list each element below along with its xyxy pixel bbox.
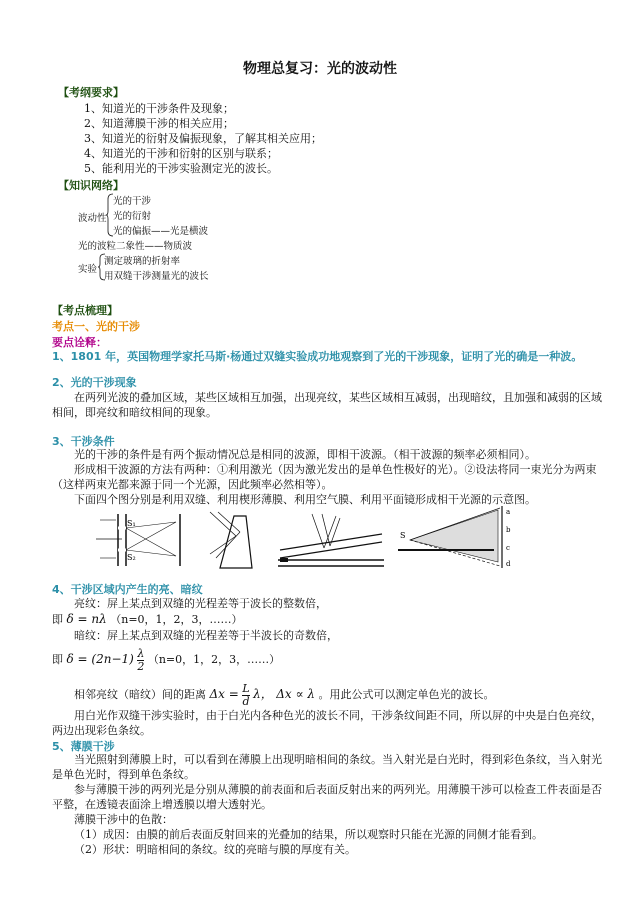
section2-title: 2、光的干涉现象 [52,376,137,389]
fringe-spacing-line [74,680,495,709]
white-light-text: 用白光作双缝干涉实验时，由于白光内各种色光的波长不同，干涉条纹间距不同，所以屏的中央是白色亮纹，两边出现彩色条纹。 [52,709,602,737]
dark-formula-line [52,645,280,674]
page-title: 物理总复习：光的波动性 [243,61,397,77]
section3-para2: 形成相干波源的方法有两种：①利用激光（因为激光发出的是单色性极好的光）。②设法将同一束光分为两束（这样两束光都来源于同一个光源，因此频率必然相等）。 [52,463,597,491]
network-wave-label: 波动性 [78,213,107,224]
section5-para1: 当光照射到薄膜上时，可以看到在薄膜上出现明暗相间的条纹。当入射光是白光时，得到彩色条纹，当入射光是单色光时，得到单色条纹。 [52,753,602,781]
section3-para3: 下面四个图分别是利用双缝、利用楔形薄膜、利用空气膜、利用平面镜形成相干光源的示意图。 [74,493,536,506]
wedge-film-figure [206,510,262,570]
dark-formula: δ = (2n−1) [66,652,134,666]
dark-formula-fraction: $\frac{\lambda}{2}$ [137,646,145,673]
label-s1: S₁ [127,519,136,528]
section5-para3: 薄膜干涉中的色散： [74,813,173,826]
spacing-fraction: $\frac{L}{d}$ [242,681,250,708]
label-s: S [400,531,406,540]
spacing-proportional: Δx ∝ λ [276,687,316,701]
section2-text: 在两列光波的叠加区域，某些区域相互加强，出现亮纹，某些区域相互减弱，出现暗纹，且加强和减弱的区域相间，即亮纹和暗纹相间的现象。 [52,391,602,419]
dark-formula-prefix: 即 [52,653,63,666]
section5-title: 5、薄膜干涉 [52,740,115,753]
label-s2: S₂ [127,553,136,562]
spacing-prefix: 相邻亮纹（暗纹）间的距离 [74,688,206,701]
network-duality: 光的波粒二象性——物质波 [78,241,193,252]
outline-item-3: 3、知道光的衍射及偏振现象，了解其相关应用； [84,132,322,145]
section4-title: 4、干涉区域内产生的亮、暗纹 [52,583,203,596]
network-heading: 【知识网络】 [58,179,124,192]
label-d: d [506,560,511,568]
bright-fringe-text: 亮纹：屏上某点到双缝的光程差等于波长的整数倍， [74,597,327,610]
explain-heading: 要点诠释： [52,336,107,349]
label-c: c [506,544,510,552]
outline-item-2: 2、知道薄膜干涉的相关应用； [84,117,234,130]
point1-heading: 考点一、光的干涉 [52,320,140,333]
double-slit-figure [96,512,190,568]
bright-formula-prefix: 即 [52,613,63,626]
section5-item2: （2）形状：明暗相间的条纹。纹的亮暗与膜的厚度有关。 [74,843,356,856]
bright-formula-line [52,612,243,627]
spacing-suffix: λ， [253,687,273,701]
outline-heading: 【考纲要求】 [58,86,124,99]
label-a: a [506,508,511,516]
network-exp-item-2: 用双缝干涉测量光的波长 [104,271,209,282]
bright-formula: δ = nλ [66,612,107,626]
network-wave-item-1: 光的干涉 [113,196,152,207]
spacing-end: 。用此公式可以测定单色光的波长。 [318,688,495,701]
network-exp-item-1: 测定玻璃的折射率 [104,256,181,267]
section5-para2: 参与薄膜干涉的两列光是分别从薄膜的前表面和后表面反射出来的两列光。用薄膜干涉可以检查工件表面是否平整，在透镜表面涂上增透膜以增大透射光。 [52,783,602,811]
network-wave-item-2: 光的衍射 [113,211,152,222]
dark-fringe-text: 暗纹：屏上某点到双缝的光程差等于半波长的奇数倍， [74,629,338,642]
network-exp-label: 实验 [78,264,98,275]
section5-item1: （1）成因：由膜的前后表面反射回来的光叠加的结果，所以观察时只能在光源的同侧才能看到。 [74,828,543,841]
review-heading: 【考点梳理】 [52,304,118,317]
label-b: b [506,526,511,534]
section3-title: 3、干涉条件 [52,435,115,448]
network-wave-item-3: 光的偏振——光是横波 [113,226,209,237]
air-film-figure [278,512,386,568]
outline-item-1: 1、知道光的干涉条件及现象； [84,102,234,115]
plane-mirror-figure [398,506,518,568]
dark-formula-range: （n=0，1，2，3，……） [147,653,281,666]
outline-item-4: 4、知道光的干涉和衍射的区别与联系； [84,147,278,160]
spacing-formula: Δx = [209,687,239,701]
section1-text: 1、1801 年，英国物理学家托马斯·杨通过双缝实验成功地观察到了光的干涉现象，证明了光的确是一种波。 [52,350,583,363]
outline-item-5: 5、能利用光的干涉实验测定光的波长。 [84,162,278,175]
bright-formula-range: （n=0，1，2，3，……） [110,613,243,626]
section3-para1: 光的干涉的条件是有两个振动情况总是相同的波源，即相干波源。（相干波源的频率必须相同）。 [74,448,536,461]
